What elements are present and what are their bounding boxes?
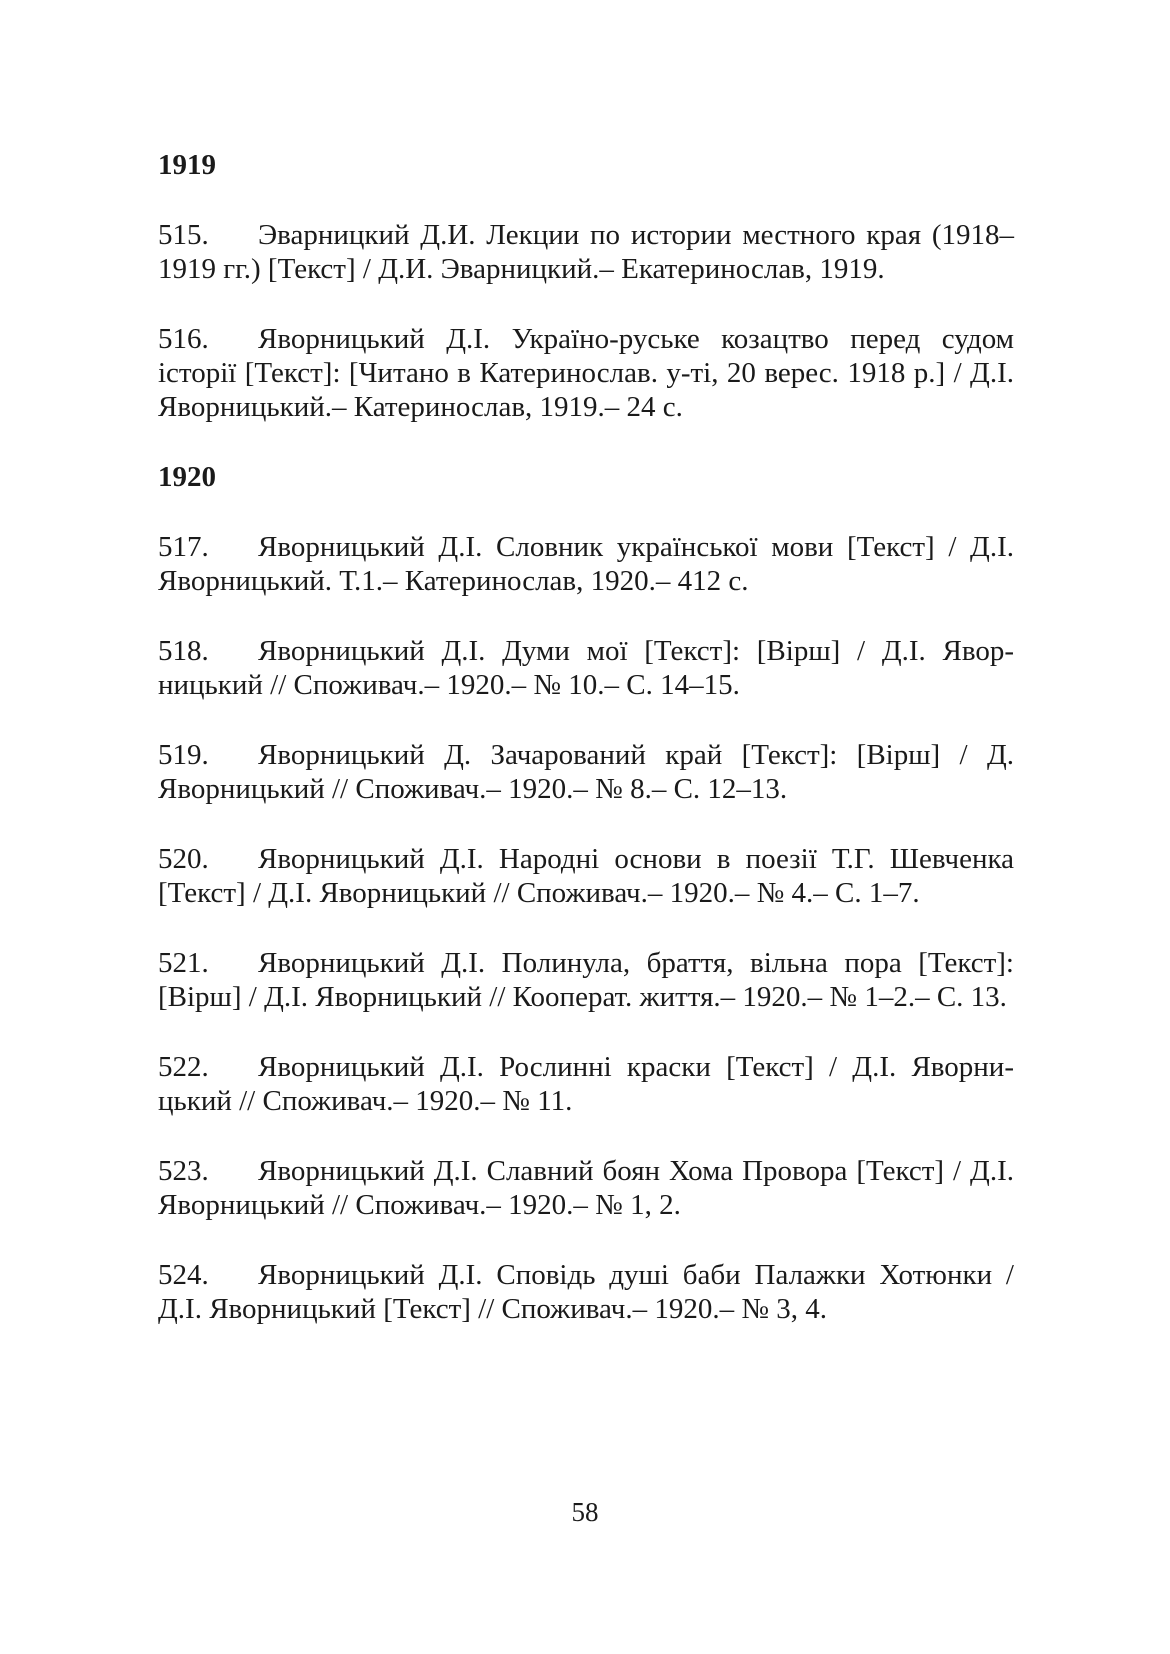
entry-number: 518. (158, 635, 209, 667)
entry-text: Яворницький Д. Зачарований край [Текст]: [Вірш] / Д. Яворницький // Споживач.– 1920.– № 8.– С. 12–13. (158, 739, 1014, 805)
entry-text: Яворницький Д.І. Сповідь душі баби Палажки Хотюнки / Д.І. Яворницький [Текст] // Споживач.– 1920.– № 3, 4. (158, 1259, 1014, 1325)
bibliography-entry (158, 322, 1014, 424)
entry-text: Яворницький Д.І. Рослинні краски [Текст] / Д.І. Яворницький // Споживач.– 1920.– № 11. (158, 1051, 1014, 1117)
bibliography-entry (158, 530, 1014, 598)
page-number: 58 (571, 1497, 599, 1527)
entry-number: 515. (158, 219, 209, 251)
entry-number: 522. (158, 1051, 209, 1083)
year-section-1919 (158, 148, 1014, 424)
entry-number: 523. (158, 1155, 209, 1187)
entry-text: Яворницький Д.І. Словник української мови [Текст] / Д.І. Яворницький. Т.1.– Катеринослав, 1920.– 412 с. (158, 531, 1014, 597)
year-section-1920 (158, 460, 1014, 1326)
entry-text: Яворницький Д.І. Народні основи в поезії Т.Г. Шевченка [Текст] / Д.І. Яворницький // Споживач.– 1920.– № 4.– С. 1–7. (158, 843, 1014, 909)
entry-text: Эварницкий Д.И. Лекции по истории местного края (1918–1919 гг.) [Текст] / Д.И. Эварницкий.– Екатеринослав, 1919. (158, 219, 1014, 285)
entry-text: Яворницький Д.І. Думи мої [Текст]: [Вірш] / Д.І. Яворницький // Споживач.– 1920.– № 10.– С. 14–15. (158, 635, 1014, 701)
bibliography-entry (158, 738, 1014, 806)
bibliography-entry (158, 842, 1014, 910)
bibliography-entry (158, 634, 1014, 702)
bibliography-entry (158, 218, 1014, 286)
bibliography-entry (158, 946, 1014, 1014)
bibliography-entry (158, 1154, 1014, 1222)
entry-text: Яворницький Д.І. Полинула, браття, вільна пора [Текст]: [Вірш] / Д.І. Яворницький // Кооперат. життя.– 1920.– № 1–2.– С. 13. (158, 947, 1014, 1013)
entry-number: 520. (158, 843, 209, 875)
bibliography-entry (158, 1258, 1014, 1326)
entry-number: 519. (158, 739, 209, 771)
year-heading: 1919 (158, 149, 216, 181)
bibliography-content (158, 148, 1014, 1362)
entry-text: Яворницький Д.І. Славний боян Хома Провора [Текст] / Д.І. Яворницький // Споживач.– 1920.– № 1, 2. (158, 1155, 1014, 1221)
entry-number: 521. (158, 947, 209, 979)
entry-number: 516. (158, 323, 209, 355)
entry-number: 524. (158, 1259, 209, 1291)
bibliography-entry (158, 1050, 1014, 1118)
year-heading: 1920 (158, 461, 216, 493)
entry-number: 517. (158, 531, 209, 563)
entry-text: Яворницький Д.І. Україно-руське козацтво перед судом історії [Текст]: [Читано в Катеринослав. у-ті, 20 верес. 1918 р.] / Д.І. Яворницький.– Катеринослав, 1919.– 24 с. (158, 323, 1014, 423)
